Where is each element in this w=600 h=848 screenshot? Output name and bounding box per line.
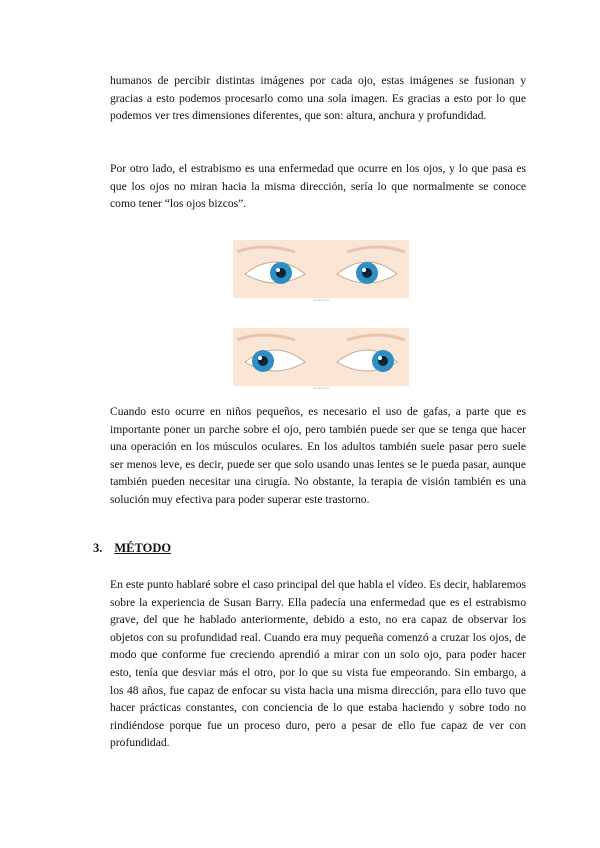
paragraph-strabismus-definition: Por otro lado, el estrabismo es una enfermedad que ocurre en los ojos, y lo que pasa es que los ojos no miran hacia la misma dirección, sería lo que normalmente se conoce como tener “los ojos bizcos”. <box>110 162 526 211</box>
paragraph-binocular-vision: humanos de percibir distintas imágenes por cada ojo, estas imágenes se fusionan y gracias a esto podemos procesarlo como una sola imagen. Es gracias a esto por lo que podemos ver tres dimensiones diferentes, que son: altura, anchura y profundidad. <box>110 74 526 123</box>
eyes-image-strabismus <box>233 240 409 298</box>
paragraph-treatment: Cuando esto ocurre en niños pequeños, es necesario el uso de gafas, a parte que es importante poner un parche sobre el ojo, pero también puede ser que se tenga que hacer una operación en los músculos oculares. En los adultos también suele pasar pero suele ser menos leve, es decir, puede ser que solo usando unas lentes se le pueda pasar, aunque también pueden necesitar una cirugía. No obstante, la terapia de visión también es una solución muy efectiva para poder superar este trastorno. <box>110 405 526 506</box>
section-heading <box>93 541 171 556</box>
section-number: 3. <box>93 541 103 555</box>
eyes-image-divergent <box>233 328 409 386</box>
image-caption: shutterstock <box>312 298 330 302</box>
paragraph-method: En este punto hablaré sobre el caso principal del que habla el vídeo. Es decir, hablaremos sobre la experiencia de Susan Barry. Ella padecía una enfermedad que es el estrabismo grave, del que he hablado anteriormente, debido a esto, no era capaz de observar los objetos con su profundidad real. Cuando era muy pequeña comenzó a cruzar los ojos, de modo que conforme fue creciendo aprendió a mirar con un solo ojo, para poder hacer esto, tenía que desviar más el otro, por lo que su vista fue empeorando. Sin embargo, a los 48 años, fue capaz de enfocar su vista hacia una misma dirección, para ello tuvo que hacer prácticas constantes, con conciencia de lo que estaba haciendo y sobre todo no rindiéndose porque fue un proceso duro, pero a pesar de ello fue capaz de ver con profundidad. <box>110 578 526 750</box>
image-caption: shutterstock <box>312 386 330 390</box>
section-title: MÉTODO <box>114 541 172 555</box>
